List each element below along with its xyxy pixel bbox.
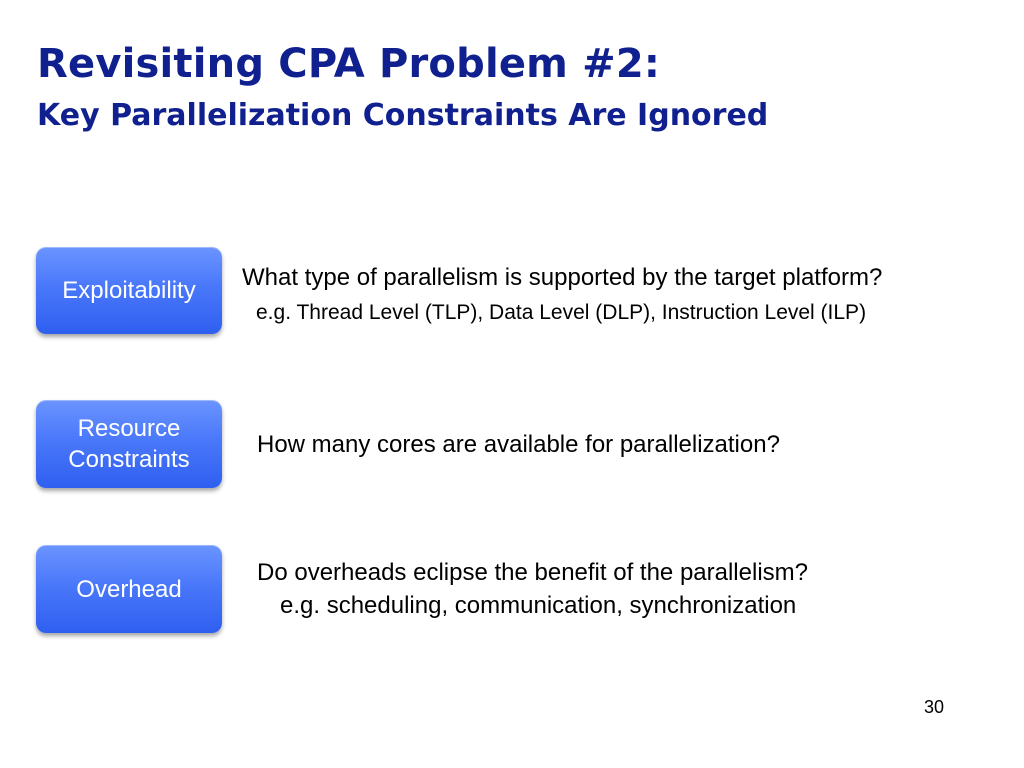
resource-constraints-label-line2: Constraints — [68, 446, 190, 473]
overhead-label: Overhead — [76, 575, 182, 603]
page-number: 30 — [924, 697, 945, 717]
exploitability-question: What type of parallelism is supported by the target platform? — [242, 264, 883, 291]
exploitability-label: Exploitability — [62, 277, 196, 304]
overhead-box — [36, 545, 222, 633]
resource-constraints-box — [36, 400, 222, 488]
exploitability-example: e.g. Thread Level (TLP), Data Level (DLP), Instruction Level (ILP) — [256, 301, 867, 324]
overhead-question: Do overheads eclipse the benefit of the parallelism? — [257, 559, 808, 586]
exploitability-box — [36, 247, 222, 334]
resource-constraints-label-line1: Resource — [77, 415, 181, 442]
resource-constraints-question: How many cores are available for parallelization? — [257, 431, 780, 458]
slide-title: Revisiting CPA Problem #2: — [37, 41, 661, 87]
slide-subtitle: Key Parallelization Constraints Are Ignored — [37, 98, 769, 133]
overhead-example: e.g. scheduling, communication, synchronization — [280, 592, 797, 619]
